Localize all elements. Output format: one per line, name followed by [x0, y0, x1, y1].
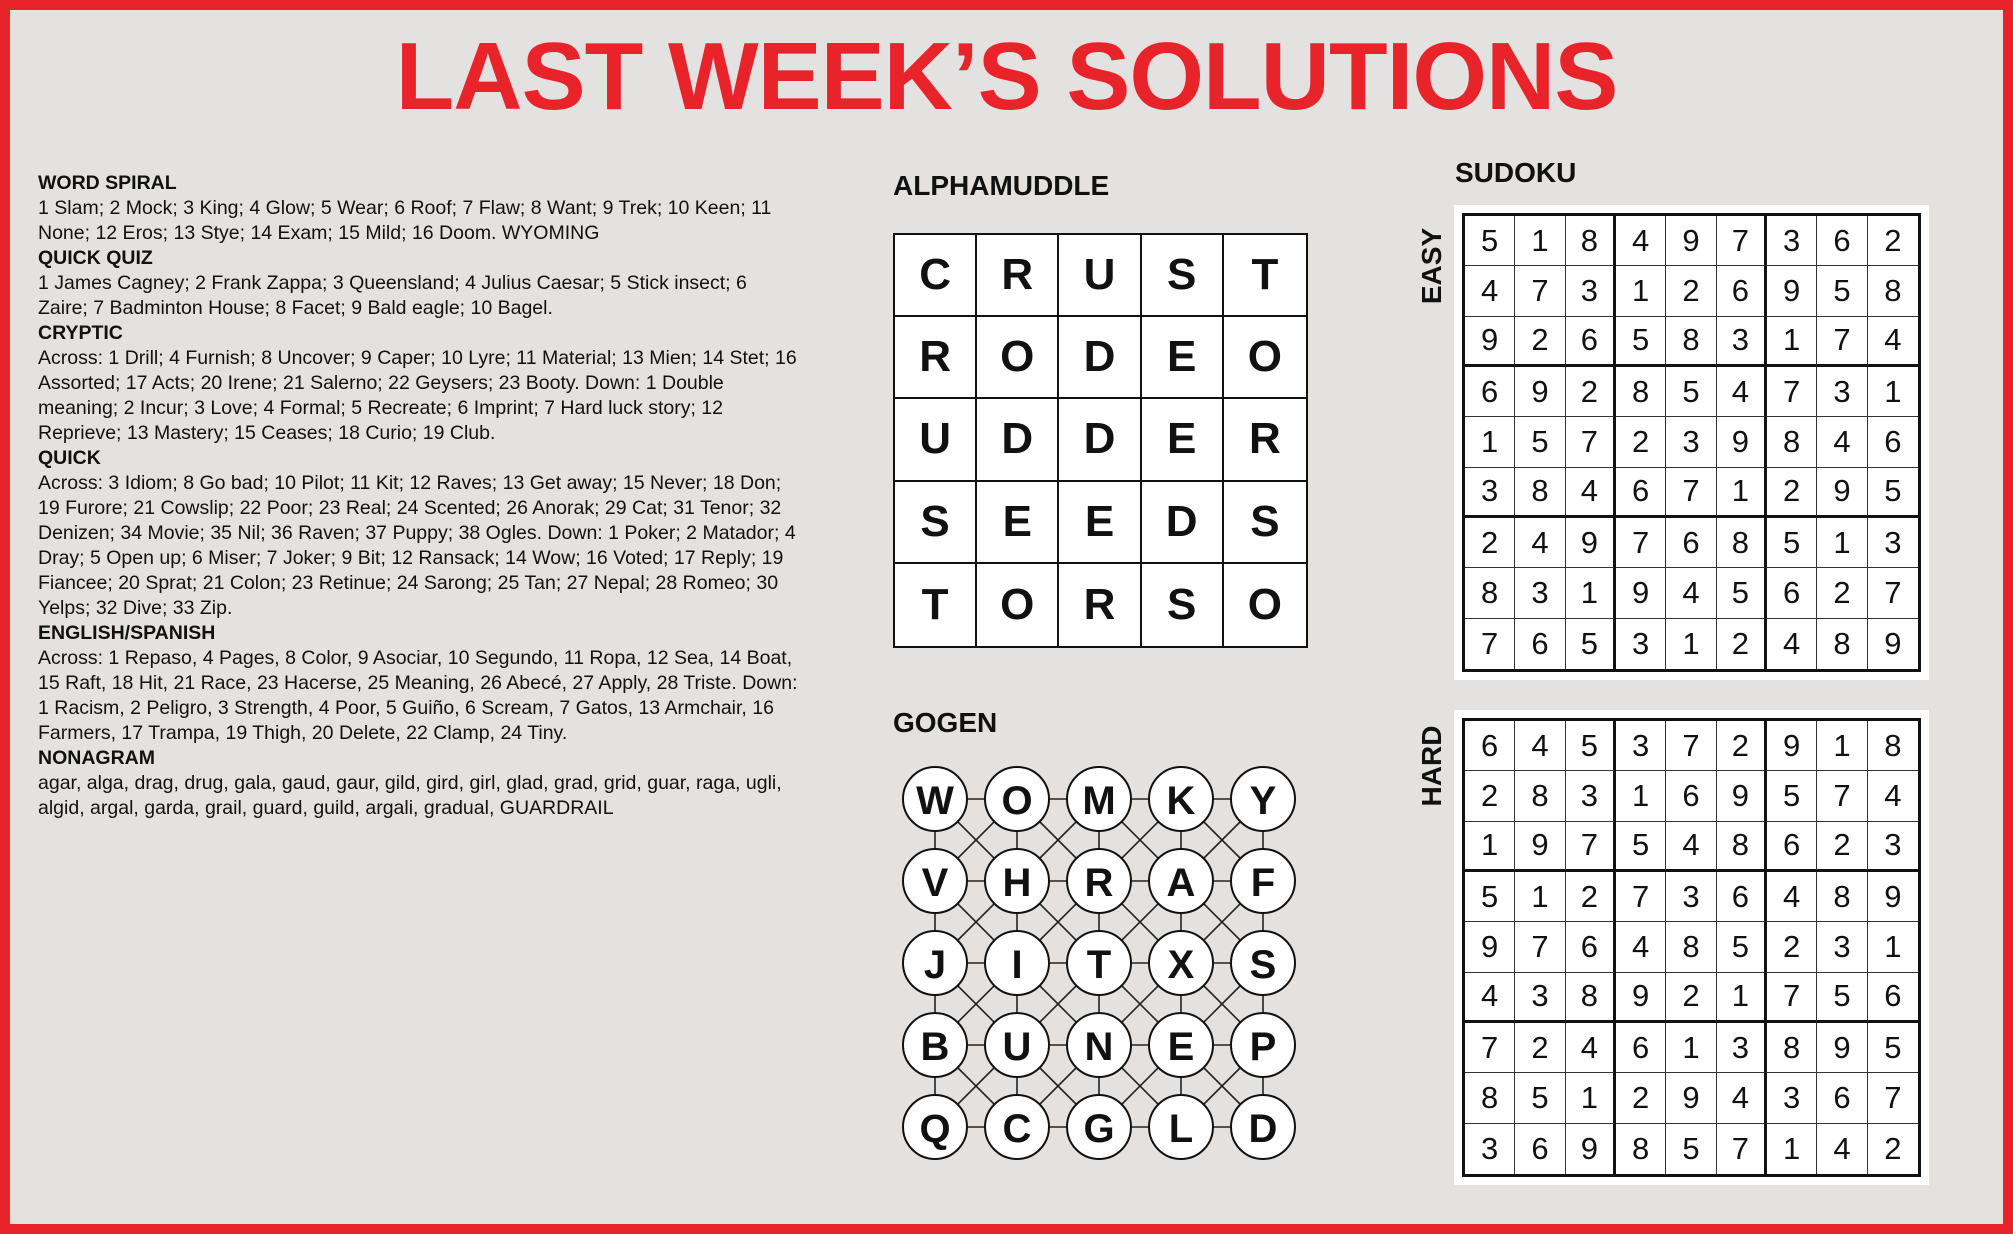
sudoku-cell: 2: [1666, 973, 1716, 1023]
sudoku-cell: 9: [1465, 317, 1515, 367]
sudoku-cell: 7: [1515, 922, 1565, 972]
sudoku-cell: 9: [1717, 771, 1767, 821]
sudoku-cell: 7: [1566, 417, 1616, 467]
sudoku-cell: 7: [1465, 619, 1515, 669]
sudoku-cell: 8: [1616, 367, 1666, 417]
sudoku-cell: 3: [1868, 822, 1918, 872]
sudoku-cell: 8: [1666, 922, 1716, 972]
gogen-letter: J: [923, 943, 947, 987]
alphamuddle-cell: R: [1224, 399, 1306, 481]
alphamuddle-cell: S: [1142, 235, 1224, 317]
sudoku-cell: 3: [1515, 568, 1565, 618]
sudoku-cell: 4: [1566, 1023, 1616, 1073]
sudoku-cell: 3: [1616, 619, 1666, 669]
alphamuddle-cell: R: [977, 235, 1059, 317]
answer-text: 1 Slam; 2 Mock; 3 King; 4 Glow; 5 Wear; 6 Roof; 7 Flaw; 8 Want; 9 Trek; 10 Keen; 11 None; 12 Eros; 13 Stye; 14 Exam; 15 Mild; 16 Doom. WYOMING: [38, 197, 772, 244]
alphamuddle-cell: U: [1059, 235, 1141, 317]
sudoku-cell: 1: [1515, 872, 1565, 922]
sudoku-cell: 1: [1566, 568, 1616, 618]
sudoku-cell: 1: [1666, 619, 1716, 669]
sudoku-cell: 9: [1884, 625, 1902, 661]
answer-heading: WORD SPIRAL: [38, 172, 177, 194]
sudoku-cell: 5: [1616, 822, 1666, 872]
sudoku-cell: 3: [1566, 771, 1616, 821]
sudoku-cell: 1: [1868, 922, 1918, 972]
sudoku-cell: 3: [1767, 1073, 1817, 1123]
alphamuddle-cell: R: [895, 317, 977, 399]
gogen-letter: F: [1250, 861, 1276, 905]
sudoku-cell: 5: [1465, 216, 1515, 266]
sudoku-hard-label: HARD: [1416, 725, 1447, 807]
gogen-letter: A: [1166, 861, 1196, 905]
sudoku-cell: 6: [1616, 468, 1666, 518]
sudoku-cell: 8: [1465, 1073, 1515, 1123]
sudoku-cell: 1: [1616, 771, 1666, 821]
alphamuddle-cell: U: [895, 399, 977, 481]
sudoku-cell: 4: [1465, 266, 1515, 316]
gogen-letter: P: [1249, 1025, 1277, 1069]
sudoku-cell: 5: [1717, 568, 1767, 618]
sudoku-cell: 5: [1566, 619, 1616, 669]
answer-text: agar, alga, drag, drug, gala, gaud, gaur, gild, gird, girl, glad, grad, grid, guar, raga, ugli, algid, argal, garda, grail, guard, guild, argali, gradual, GUARDRAIL: [38, 772, 782, 819]
sudoku-cell: 6: [1767, 822, 1817, 872]
sudoku-cell: 5: [1717, 922, 1767, 972]
sudoku-cell: 9: [1616, 568, 1666, 618]
sudoku-cell: 5: [1767, 518, 1817, 568]
sudoku-cell: 1: [1465, 822, 1515, 872]
sudoku-cell: 9: [1566, 518, 1616, 568]
sudoku-cell: 5: [1515, 1073, 1565, 1123]
sudoku-cell: 7: [1616, 872, 1666, 922]
alphamuddle-cell: D: [977, 399, 1059, 481]
alphamuddle-cell: R: [1059, 564, 1141, 646]
gogen-title: GOGEN: [893, 707, 998, 738]
sudoku-cell: 3: [1616, 721, 1666, 771]
sudoku-cell: 9: [1515, 822, 1565, 872]
sudoku-cell: 9: [1717, 417, 1767, 467]
sudoku-cell: 7: [1616, 518, 1666, 568]
answer-text: Across: 1 Repaso, 4 Pages, 8 Color, 9 Asociar, 10 Segundo, 11 Ropa, 12 Sea, 14 Boat, 15 Raft, 18 Hit, 21 Race, 23 Hacerse, 25 Meaning, 26 Abecé, 27 Apply, 28 Triste. Down: 1 Racism, 2 Peligro, 3 Strength, 4 Poor, 5 Guiño, 6 Scream, 7 Gatos, 13 Armchair, 16 Farmers, 17 Trampa, 19 Thigh, 20 Delete, 22 Clamp, 24 Tiny.: [38, 647, 798, 744]
sudoku-cell: 5: [1566, 721, 1616, 771]
alphamuddle-cell: S: [895, 482, 977, 564]
sudoku-cell: 3: [1817, 922, 1867, 972]
sudoku-cell: 8: [1767, 417, 1817, 467]
sudoku-cell: 6: [1868, 417, 1918, 467]
alphamuddle-title: ALPHAMUDDLE: [893, 170, 1110, 201]
sudoku-cell: 7: [1817, 771, 1867, 821]
sudoku-hard-panel: [1454, 710, 1929, 1185]
sudoku-cell: 1: [1616, 266, 1666, 316]
sudoku-cell: 9: [1515, 367, 1565, 417]
sudoku-cell: 4: [1767, 872, 1817, 922]
gogen-letter: S: [1249, 943, 1277, 987]
gogen-letter: G: [1083, 1107, 1115, 1151]
sudoku-cell: 2: [1465, 771, 1515, 821]
alphamuddle-cell: D: [1142, 482, 1224, 564]
sudoku-cell: 1: [1566, 1073, 1616, 1123]
sudoku-cell: 7: [1717, 1124, 1767, 1174]
sudoku-cell: 6: [1566, 317, 1616, 367]
sudoku-cell: 6: [1465, 367, 1515, 417]
sudoku-cell: 7: [1717, 216, 1767, 266]
sudoku-cell: 3: [1515, 973, 1565, 1023]
sudoku-cell: 9: [1666, 216, 1716, 266]
sudoku-cell: 2: [1717, 619, 1767, 669]
gogen-letter: O: [1001, 779, 1033, 823]
gogen-letter: D: [1248, 1107, 1278, 1151]
sudoku-cell: 8: [1566, 973, 1616, 1023]
alphamuddle-cell: E: [977, 482, 1059, 564]
sudoku-cell: 8: [1717, 518, 1767, 568]
sudoku-cell: 2: [1616, 1073, 1666, 1123]
gogen-letter: N: [1084, 1025, 1114, 1069]
answer-text: Across: 1 Drill; 4 Furnish; 8 Uncover; 9 Caper; 10 Lyre; 11 Material; 13 Mien; 14 Stet; 16 Assorted; 17 Acts; 20 Irene; 21 Salerno; 22 Geysers; 23 Booty. Down: 1 Double meaning; 2 Incur; 3 Love; 4 Formal; 5 Recreate; 6 Imprint; 7 Hard luck story; 12 Reprieve; 13 Mastery; 15 Ceases; 18 Curio; 19 Club.: [38, 347, 797, 444]
sudoku-cell: 5: [1868, 468, 1918, 518]
alphamuddle-cell: O: [1224, 317, 1306, 399]
alphamuddle-cell: D: [1059, 399, 1141, 481]
sudoku-cell: 9: [1767, 721, 1817, 771]
sudoku-cell: 6: [1666, 771, 1716, 821]
sudoku-cell: 7: [1515, 266, 1565, 316]
sudoku-cell: 4: [1666, 822, 1716, 872]
sudoku-cell: 3: [1666, 417, 1716, 467]
gogen-letter: Q: [919, 1107, 951, 1151]
sudoku-cell: 7: [1767, 367, 1817, 417]
gogen-letter: I: [1011, 943, 1023, 987]
sudoku-cell: 6: [1868, 973, 1918, 1023]
sudoku-cell: 9: [1817, 1023, 1867, 1073]
sudoku-cell: 1: [1666, 1023, 1716, 1073]
sudoku-cell: 8: [1666, 317, 1716, 367]
sudoku-easy-panel: [1454, 205, 1929, 680]
sudoku-cell: 1: [1515, 216, 1565, 266]
sudoku-cell: 1: [1717, 973, 1767, 1023]
sudoku-cell: 3: [1566, 266, 1616, 316]
sudoku-cell: 8: [1515, 771, 1565, 821]
sudoku-cell: 6: [1566, 922, 1616, 972]
sudoku-cell: 4: [1717, 1073, 1767, 1123]
alphamuddle-cell: S: [1224, 482, 1306, 564]
alphamuddle-cell: O: [1247, 579, 1282, 629]
gogen-letter: R: [1084, 861, 1114, 905]
sudoku-cell: 6: [1767, 568, 1817, 618]
sudoku-cell: 7: [1868, 1073, 1918, 1123]
sudoku-easy-label: EASY: [1416, 227, 1447, 305]
sudoku-cell: 3: [1717, 317, 1767, 367]
sudoku-cell: 2: [1767, 468, 1817, 518]
sudoku-cell: 2: [1717, 721, 1767, 771]
sudoku-cell: 6: [1515, 1124, 1565, 1174]
sudoku-cell: 3: [1868, 518, 1918, 568]
sudoku-cell: 6: [1817, 1073, 1867, 1123]
sudoku-cell: 3: [1767, 216, 1817, 266]
gogen-letter: E: [1167, 1025, 1195, 1069]
sudoku-cell: 6: [1717, 266, 1767, 316]
sudoku-cell: 7: [1767, 973, 1817, 1023]
sudoku-cell: 6: [1817, 216, 1867, 266]
sudoku-cell: 8: [1868, 266, 1918, 316]
answer-text: Across: 3 Idiom; 8 Go bad; 10 Pilot; 11 Kit; 12 Raves; 13 Get away; 15 Never; 18 Don; 19 Furore; 21 Cowslip; 22 Poor; 23 Real; 24 Scented; 26 Anorak; 29 Cat; 31 Tenor; 32 Denizen; 34 Movie; 35 Nil; 36 Raven; 37 Puppy; 38 Ogles. Down: 1 Poker; 2 Matador; 4 Dray; 5 Open up; 6 Miser; 7 Joker; 9 Bit; 12 Ransack; 14 Wow; 16 Voted; 17 Reply; 19 Fiancee; 20 Sprat; 21 Colon; 23 Retinue; 24 Sarong; 25 Tan; 27 Nepal; 28 Romeo; 30 Yelps; 32 Dive; 33 Zip.: [38, 472, 796, 619]
sudoku-cell: 8: [1817, 872, 1867, 922]
sudoku-cell: 3: [1817, 367, 1867, 417]
sudoku-cell: 4: [1465, 973, 1515, 1023]
alphamuddle-cell: T: [895, 564, 977, 646]
gogen-letter: M: [1082, 779, 1116, 823]
gogen-letter: B: [920, 1025, 950, 1069]
sudoku-cell: 1: [1817, 518, 1867, 568]
sudoku-cell: 9: [1566, 1124, 1616, 1174]
page-title: LAST WEEK’S SOLUTIONS: [395, 23, 1618, 130]
sudoku-cell: 3: [1666, 872, 1716, 922]
sudoku-cell: 2: [1817, 822, 1867, 872]
sudoku-cell: 5: [1666, 1124, 1716, 1174]
sudoku-cell: 1: [1817, 721, 1867, 771]
sudoku-cell: 8: [1515, 468, 1565, 518]
sudoku-cell: 8: [1868, 721, 1918, 771]
sudoku-hard-grid: [1462, 718, 1921, 1177]
sudoku-cell: 6: [1515, 619, 1565, 669]
sudoku-cell: 9: [1616, 973, 1666, 1023]
answer-heading: ENGLISH/SPANISH: [38, 622, 216, 644]
sudoku-cell: 4: [1767, 619, 1817, 669]
alphamuddle-grid: [893, 233, 1308, 648]
sudoku-cell: 8: [1717, 822, 1767, 872]
alphamuddle-cell: E: [1142, 317, 1224, 399]
sudoku-cell: 9: [1817, 468, 1867, 518]
sudoku-cell: 4: [1515, 721, 1565, 771]
sudoku-cell: 4: [1868, 771, 1918, 821]
answer-heading: QUICK: [38, 447, 101, 469]
sudoku-cell: 5: [1817, 266, 1867, 316]
answers-column: [38, 171, 798, 821]
sudoku-cell: 2: [1767, 922, 1817, 972]
sudoku-cell: 9: [1868, 872, 1918, 922]
sudoku-cell: 2: [1515, 317, 1565, 367]
sudoku-cell: 8: [1566, 216, 1616, 266]
sudoku-cell: 5: [1465, 872, 1515, 922]
sudoku-cell: 5: [1767, 771, 1817, 821]
gogen-letter: C: [1002, 1107, 1032, 1151]
alphamuddle-cell: S: [1142, 564, 1224, 646]
sudoku-cell: 3: [1465, 1124, 1515, 1174]
sudoku-cell: 7: [1666, 468, 1716, 518]
sudoku-cell: 2: [1884, 1130, 1902, 1166]
sudoku-cell: 2: [1616, 417, 1666, 467]
alphamuddle-cell: E: [1142, 399, 1224, 481]
sudoku-cell: 2: [1515, 1023, 1565, 1073]
alphamuddle-cell: D: [1059, 317, 1141, 399]
sudoku-cell: 4: [1817, 417, 1867, 467]
sudoku-cell: 8: [1767, 1023, 1817, 1073]
sudoku-cell: 4: [1616, 922, 1666, 972]
answer-heading: QUICK QUIZ: [38, 247, 153, 269]
sudoku-cell: 6: [1465, 721, 1515, 771]
sudoku-cell: 1: [1717, 468, 1767, 518]
sudoku-cell: 4: [1817, 1124, 1867, 1174]
sudoku-cell: 9: [1666, 1073, 1716, 1123]
sudoku-cell: 4: [1717, 367, 1767, 417]
sudoku-cell: 7: [1666, 721, 1716, 771]
sudoku-title: SUDOKU: [1455, 157, 1577, 188]
answer-heading: CRYPTIC: [38, 322, 123, 344]
sudoku-cell: 7: [1868, 568, 1918, 618]
gogen-letter: T: [1086, 943, 1112, 987]
gogen-letter: U: [1002, 1025, 1032, 1069]
sudoku-cell: 6: [1717, 872, 1767, 922]
alphamuddle-cell: E: [1059, 482, 1141, 564]
sudoku-cell: 5: [1515, 417, 1565, 467]
sudoku-cell: 4: [1868, 317, 1918, 367]
answer-heading: NONAGRAM: [38, 747, 155, 769]
sudoku-cell: 1: [1767, 317, 1817, 367]
sudoku-cell: 5: [1616, 317, 1666, 367]
alphamuddle-cell: O: [977, 317, 1059, 399]
sudoku-cell: 8: [1616, 1124, 1666, 1174]
sudoku-cell: 5: [1868, 1023, 1918, 1073]
alphamuddle-cell: C: [895, 235, 977, 317]
sudoku-cell: 5: [1666, 367, 1716, 417]
sudoku-cell: 4: [1515, 518, 1565, 568]
sudoku-cell: 2: [1465, 518, 1515, 568]
gogen-letter: H: [1002, 861, 1032, 905]
sudoku-cell: 9: [1465, 922, 1515, 972]
sudoku-easy-grid: [1462, 213, 1921, 672]
sudoku-cell: 8: [1817, 619, 1867, 669]
sudoku-cell: 2: [1566, 367, 1616, 417]
sudoku-cell: 1: [1767, 1124, 1817, 1174]
answer-text: 1 James Cagney; 2 Frank Zappa; 3 Queensland; 4 Julius Caesar; 5 Stick insect; 6 Zaire; 7 Badminton House; 8 Facet; 9 Bald eagle; 10 Bagel.: [38, 272, 747, 319]
gogen-grid: [893, 757, 1313, 1177]
sudoku-cell: 7: [1465, 1023, 1515, 1073]
sudoku-cell: 8: [1465, 568, 1515, 618]
sudoku-cell: 4: [1666, 568, 1716, 618]
alphamuddle-cell: O: [977, 564, 1059, 646]
sudoku-cell: 9: [1767, 266, 1817, 316]
gogen-letter: V: [921, 861, 949, 905]
sudoku-cell: 4: [1566, 468, 1616, 518]
sudoku-cell: 2: [1817, 568, 1867, 618]
sudoku-cell: 3: [1465, 468, 1515, 518]
sudoku-cell: 2: [1868, 216, 1918, 266]
gogen-letter: W: [916, 779, 954, 823]
sudoku-cell: 7: [1817, 317, 1867, 367]
gogen-letter: L: [1168, 1107, 1194, 1151]
sudoku-cell: 5: [1817, 973, 1867, 1023]
sudoku-cell: 3: [1717, 1023, 1767, 1073]
sudoku-cell: 7: [1566, 822, 1616, 872]
sudoku-cell: 1: [1465, 417, 1515, 467]
sudoku-cell: 4: [1616, 216, 1666, 266]
gogen-letter: K: [1166, 779, 1196, 823]
gogen-letter: Y: [1249, 779, 1277, 823]
sudoku-cell: 6: [1616, 1023, 1666, 1073]
sudoku-cell: 6: [1666, 518, 1716, 568]
gogen-letter: X: [1167, 943, 1195, 987]
sudoku-cell: 1: [1868, 367, 1918, 417]
alphamuddle-cell: T: [1224, 235, 1306, 317]
sudoku-cell: 2: [1566, 872, 1616, 922]
sudoku-cell: 2: [1666, 266, 1716, 316]
